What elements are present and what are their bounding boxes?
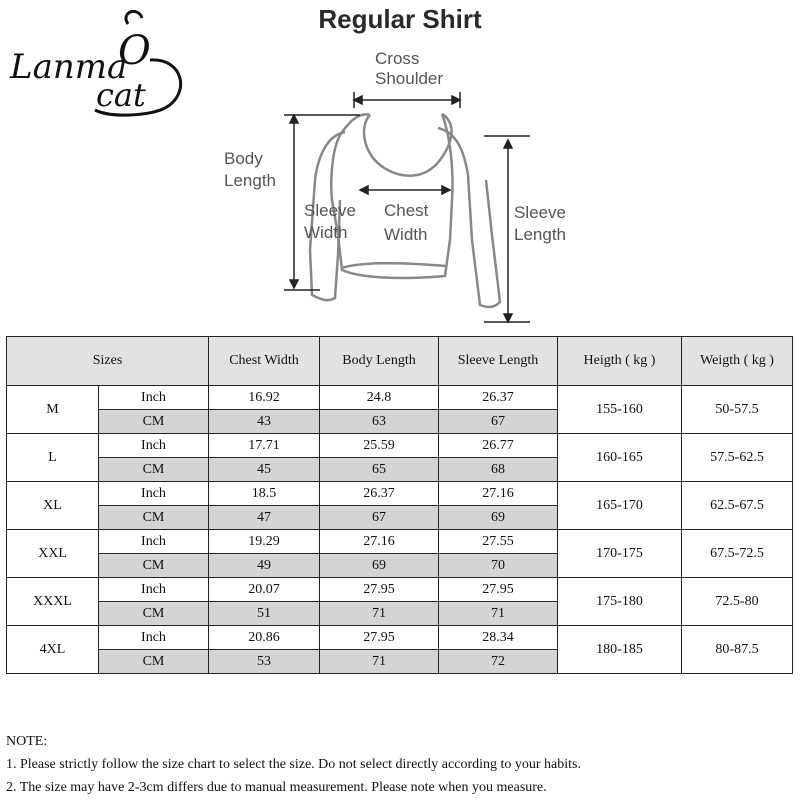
brand-line1: Lanma	[10, 47, 128, 87]
size-label: L	[7, 434, 99, 482]
unit-cm: CM	[99, 410, 209, 434]
header-sizes: Sizes	[7, 337, 209, 386]
size-label: XXL	[7, 530, 99, 578]
cell: 19.29	[209, 530, 320, 554]
label-body-length-2: Length	[224, 171, 276, 190]
cell: 27.95	[320, 578, 439, 602]
label-chest-width-1: Chest	[384, 201, 429, 220]
size-table	[6, 336, 793, 674]
notes-heading: NOTE:	[6, 734, 48, 749]
unit-cm: CM	[99, 554, 209, 578]
table-row	[7, 626, 793, 650]
table-row	[7, 482, 793, 506]
cell: 27.16	[320, 530, 439, 554]
unit-inch: Inch	[99, 482, 209, 506]
cell: 72	[439, 650, 558, 674]
cell: 24.8	[320, 386, 439, 410]
height-range: 155-160	[558, 386, 682, 434]
header-sleeve-length: Sleeve Length	[439, 337, 558, 386]
label-cross-shoulder-2: Shoulder	[375, 69, 444, 88]
size-label: 4XL	[7, 626, 99, 674]
cell: 47	[209, 506, 320, 530]
weight-range: 57.5-62.5	[682, 434, 793, 482]
cell: 20.86	[209, 626, 320, 650]
cell: 20.07	[209, 578, 320, 602]
cell: 63	[320, 410, 439, 434]
cell: 26.37	[439, 386, 558, 410]
unit-cm: CM	[99, 650, 209, 674]
cell: 69	[439, 506, 558, 530]
height-range: 170-175	[558, 530, 682, 578]
header-chest-width: Chest Width	[209, 337, 320, 386]
cell: 65	[320, 458, 439, 482]
cell: 17.71	[209, 434, 320, 458]
cell: 53	[209, 650, 320, 674]
brand-mark: O	[118, 28, 151, 74]
size-label: XL	[7, 482, 99, 530]
cell: 71	[439, 602, 558, 626]
unit-cm: CM	[99, 458, 209, 482]
height-range: 160-165	[558, 434, 682, 482]
cell: 51	[209, 602, 320, 626]
unit-inch: Inch	[99, 578, 209, 602]
cell: 71	[320, 650, 439, 674]
label-sleeve-length-2: Length	[514, 225, 566, 244]
label-sleeve-width-2: Width	[304, 223, 348, 242]
cell: 26.77	[439, 434, 558, 458]
cell: 71	[320, 602, 439, 626]
unit-inch: Inch	[99, 626, 209, 650]
chart-title: Regular Shirt	[318, 4, 482, 34]
header-height: Heigth ( kg )	[558, 337, 682, 386]
unit-inch: Inch	[99, 530, 209, 554]
cell: 27.95	[320, 626, 439, 650]
label-body-length-1: Body	[224, 149, 263, 168]
cell: 16.92	[209, 386, 320, 410]
weight-range: 67.5-72.5	[682, 530, 793, 578]
brand-line2: cat	[96, 76, 146, 114]
diagram-labels	[224, 49, 566, 244]
weight-range: 62.5-67.5	[682, 482, 793, 530]
cell: 49	[209, 554, 320, 578]
table-row	[7, 578, 793, 602]
brand-logo	[0, 0, 200, 130]
table-header-row	[7, 337, 793, 386]
cell: 68	[439, 458, 558, 482]
height-range: 180-185	[558, 626, 682, 674]
cell: 25.59	[320, 434, 439, 458]
height-range: 165-170	[558, 482, 682, 530]
table-row	[7, 530, 793, 554]
cell: 18.5	[209, 482, 320, 506]
shirt-diagram	[210, 40, 590, 330]
unit-inch: Inch	[99, 434, 209, 458]
label-cross-shoulder-1: Cross	[375, 49, 420, 68]
label-sleeve-width-1: Sleeve	[304, 201, 356, 220]
label-chest-width-2: Width	[384, 225, 428, 244]
cell: 45	[209, 458, 320, 482]
cell: 27.55	[439, 530, 558, 554]
cell: 27.95	[439, 578, 558, 602]
cell: 67	[439, 410, 558, 434]
weight-range: 50-57.5	[682, 386, 793, 434]
unit-cm: CM	[99, 506, 209, 530]
header-weight: Weigth ( kg )	[682, 337, 793, 386]
note-item: 1. Please strictly follow the size chart to select the size. Do not select directly according to your habits.	[6, 757, 581, 772]
cell: 26.37	[320, 482, 439, 506]
cell: 67	[320, 506, 439, 530]
cell: 27.16	[439, 482, 558, 506]
cell: 43	[209, 410, 320, 434]
table-row	[7, 434, 793, 458]
cell: 28.34	[439, 626, 558, 650]
note-item: 2. The size may have 2-3cm differs due to manual measurement. Please note when you measure.	[6, 780, 547, 795]
weight-range: 80-87.5	[682, 626, 793, 674]
size-label: XXXL	[7, 578, 99, 626]
cell: 70	[439, 554, 558, 578]
header-body-length: Body Length	[320, 337, 439, 386]
height-range: 175-180	[558, 578, 682, 626]
weight-range: 72.5-80	[682, 578, 793, 626]
notes	[6, 730, 581, 799]
size-label: M	[7, 386, 99, 434]
unit-cm: CM	[99, 602, 209, 626]
label-sleeve-length-1: Sleeve	[514, 203, 566, 222]
cell: 69	[320, 554, 439, 578]
table-row	[7, 386, 793, 410]
unit-inch: Inch	[99, 386, 209, 410]
